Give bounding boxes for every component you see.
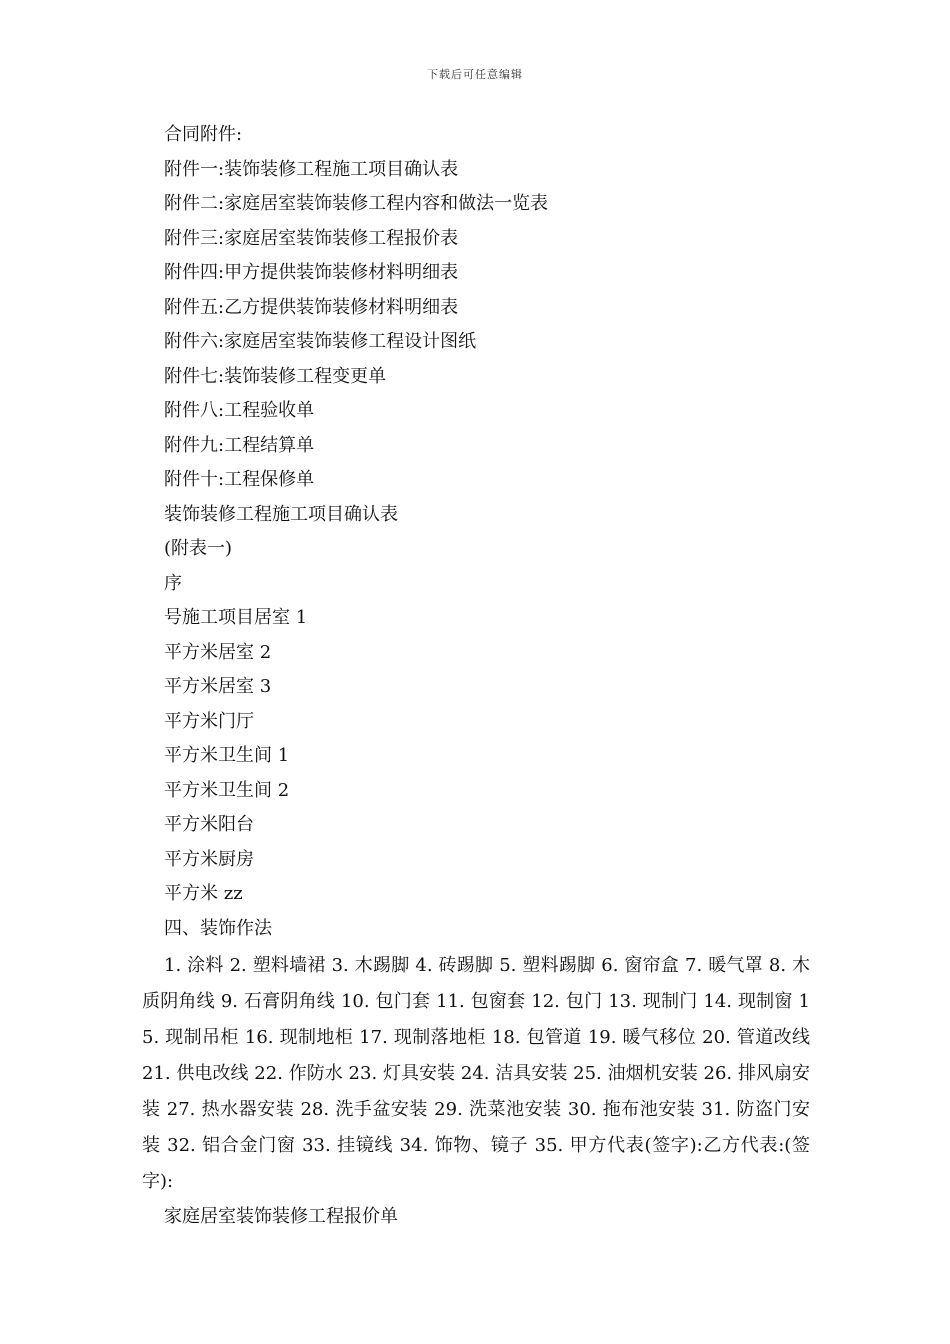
attachment-3: 附件三:家庭居室装饰装修工程报价表 xyxy=(164,227,459,249)
attachment-9: 附件九:工程结算单 xyxy=(164,434,315,456)
table-line: 平方米卫生间 2 xyxy=(164,779,290,801)
table-line: 平方米厨房 xyxy=(164,848,254,870)
table-line: 平方米居室 3 xyxy=(164,676,272,697)
table-title: 装饰装修工程施工项目确认表 xyxy=(164,503,398,525)
attachment-2: 附件二:家庭居室装饰装修工程内容和做法一览表 xyxy=(164,193,549,214)
page-header-note: 下载后可任意编辑 xyxy=(427,68,523,81)
document-body xyxy=(142,118,810,1235)
attachment-5: 附件五:乙方提供装饰装修材料明细表 xyxy=(164,296,459,318)
table-line: 序 xyxy=(164,572,182,594)
table-line: 平方米 zz xyxy=(164,883,243,904)
table-line: 平方米门厅 xyxy=(164,710,254,732)
section-heading: 四、装饰作法 xyxy=(164,917,272,939)
attachments-heading: 合同附件: xyxy=(164,124,243,145)
attachment-10: 附件十:工程保修单 xyxy=(164,469,315,490)
attachment-7: 附件七:装饰装修工程变更单 xyxy=(164,365,387,387)
attachment-6: 附件六:家庭居室装饰装修工程设计图纸 xyxy=(164,331,477,352)
table-line: 平方米卫生间 1 xyxy=(164,745,290,766)
attachment-8: 附件八:工程验收单 xyxy=(164,400,315,421)
table-line: 平方米居室 2 xyxy=(164,641,272,663)
table-subtitle: (附表一) xyxy=(164,538,233,559)
decoration-methods-paragraph: 1. 涂料 2. 塑料墙裙 3. 木踢脚 4. 砖踢脚 5. 塑料踢脚 6. 窗帘盒 7. 暖气罩 8. 木质阴角线 9. 石膏阴角线 10. 包门套 11. 包窗套 12. 包门 13. 现制门 14. 现制窗 15. 现制吊柜 16. 现制地柜 17. 现制落地柜 18. 包管道 19. 暖气移位 20. 管道改线 21. 供电改线 22. 作防水 23. 灯具安装 24. 洁具安装 25. 油烟机安装 26. 排风扇安装 27. 热水器安装 28. 洗手盆安装 29. 洗菜池安装 30. 拖布池安装 31. 防盗门安装 32. 铝合金门窗 33. 挂镜线 34. 饰物、镜子 35. 甲方代表(签字):乙方代表:(签字): xyxy=(142,955,810,1192)
attachment-4: 附件四:甲方提供装饰装修材料明细表 xyxy=(164,262,459,283)
closing-title: 家庭居室装饰装修工程报价单 xyxy=(164,1206,398,1227)
table-line: 平方米阳台 xyxy=(164,814,254,835)
table-line: 号施工项目居室 1 xyxy=(164,607,308,628)
attachment-1: 附件一:装饰装修工程施工项目确认表 xyxy=(164,158,459,180)
